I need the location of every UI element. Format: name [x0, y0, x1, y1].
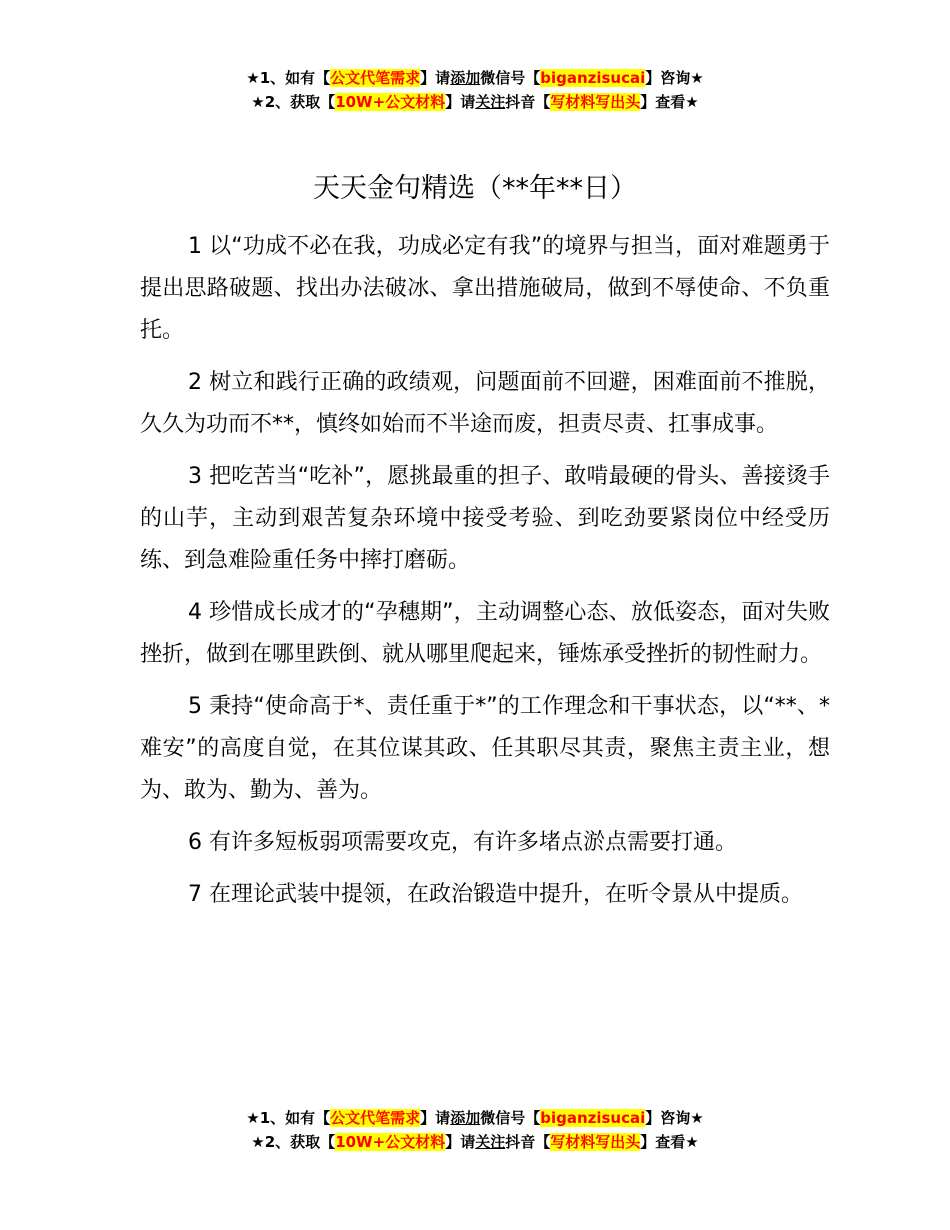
- highlight-materials: 10W+公文材料: [335, 93, 446, 111]
- banner-text: 】请: [420, 1109, 451, 1127]
- banner-text: 】查看★: [640, 1133, 699, 1151]
- banner-text: 1、如有【: [259, 69, 331, 87]
- banner-text: 】请: [420, 69, 451, 87]
- star-icon: ★: [246, 1109, 260, 1127]
- paragraph-7: 7 在理论武装中提领，在政治锻造中提升，在听令景从中提质。: [188, 882, 803, 907]
- page-title: 天天金句精选（**年**日）: [313, 173, 637, 204]
- underlined-text: 添加: [450, 69, 481, 87]
- paragraph-5: 5 秉持“使命高于*、责任重于*”的工作理念和干事状态，以“**、*难安”的高度自觉，在其位谋其政、任其职尽其责，聚焦主责主业，想为、敢为、勤为、善为。: [140, 694, 830, 803]
- banner-text: 】咨询★: [645, 69, 704, 87]
- highlight-douyin-account: 写材料写出头: [550, 93, 641, 111]
- banner-text: 2、获取【: [264, 93, 336, 111]
- star-icon: ★: [251, 1133, 265, 1151]
- banner-text: 】查看★: [640, 93, 699, 111]
- paragraph-1: 1 以“功成不必在我，功成必定有我”的境界与担当，面对难题勇于提出思路破题、找出办法破冰、拿出措施破局，做到不辱使命、不负重托。: [140, 234, 830, 343]
- highlight-wechat-id: biganzisucai: [540, 69, 646, 87]
- header-banner: [0, 66, 950, 114]
- underlined-text: 关注: [475, 93, 506, 111]
- banner-text: 微信号【: [480, 69, 541, 87]
- highlight-douyin-account: 写材料写出头: [550, 1133, 641, 1151]
- banner-text: 2、获取【: [264, 1133, 336, 1151]
- paragraph-2: 2 树立和践行正确的政绩观，问题面前不回避，困难面前不推脱，久久为功而不**，慎终如始而不半途而废，担责尽责、扛事成事。: [140, 370, 830, 437]
- star-icon: ★: [246, 69, 260, 87]
- banner-text: 1、如有【: [259, 1109, 331, 1127]
- banner-text: 抖音【: [505, 1133, 551, 1151]
- highlight-service: 公文代笔需求: [330, 1109, 421, 1127]
- footer-banner: [0, 1106, 950, 1154]
- star-icon: ★: [251, 93, 265, 111]
- document-body: [140, 226, 830, 926]
- underlined-text: 关注: [475, 1133, 506, 1151]
- banner-text: 】咨询★: [645, 1109, 704, 1127]
- header-banner-line-1: [0, 66, 950, 90]
- banner-text: 微信号【: [480, 1109, 541, 1127]
- header-banner-line-2: [0, 90, 950, 114]
- banner-text: 抖音【: [505, 93, 551, 111]
- paragraph-6: 6 有许多短板弱项需要攻克，有许多堵点淤点需要打通。: [188, 830, 737, 855]
- highlight-materials: 10W+公文材料: [335, 1133, 446, 1151]
- footer-banner-line-1: [0, 1106, 950, 1130]
- banner-text: 】请: [445, 1133, 476, 1151]
- paragraph-4: 4 珍惜成长成才的“孕穗期”，主动调整心态、放低姿态，面对失败挫折，做到在哪里跌倒、就从哪里爬起来，锤炼承受挫折的韧性耐力。: [140, 600, 830, 667]
- footer-banner-line-2: [0, 1130, 950, 1154]
- highlight-wechat-id: biganzisucai: [540, 1109, 646, 1127]
- highlight-service: 公文代笔需求: [330, 69, 421, 87]
- underlined-text: 添加: [450, 1109, 481, 1127]
- paragraph-3: 3 把吃苦当“吃补”，愿挑最重的担子、敢啃最硬的骨头、善接烫手的山芋，主动到艰苦复杂环境中接受考验、到吃劲要紧岗位中经受历练、到急难险重任务中摔打磨砺。: [140, 464, 830, 573]
- banner-text: 】请: [445, 93, 476, 111]
